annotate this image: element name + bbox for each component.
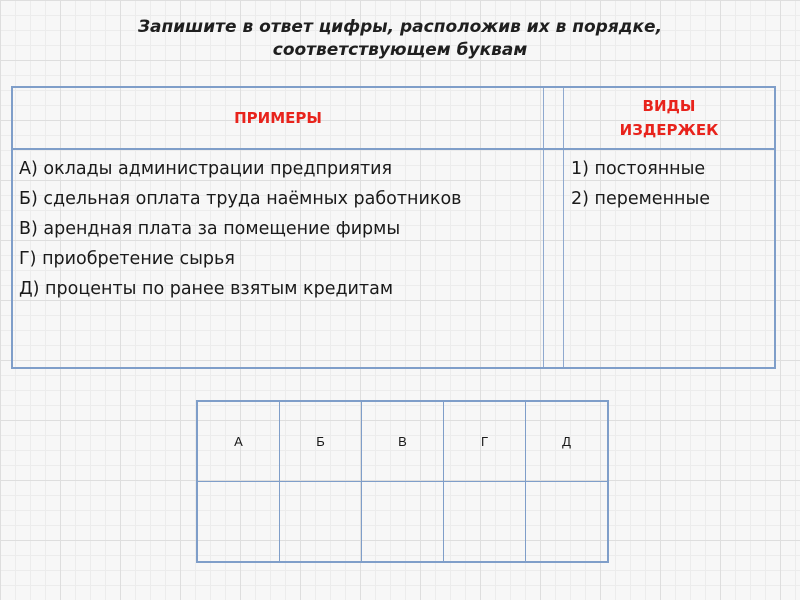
title-line-2: соответствующем буквам <box>272 40 528 60</box>
answer-letter-c: В <box>362 401 444 482</box>
cost-type-item-1: 1) постоянные <box>571 159 706 179</box>
header-cost-types-line-2: ИЗДЕРЖЕК <box>619 121 719 139</box>
answer-cell-d[interactable] <box>444 482 526 563</box>
cost-types-list <box>571 154 771 214</box>
answer-cell-a[interactable] <box>197 482 280 563</box>
cost-type-item-2: 2) переменные <box>571 189 711 209</box>
answer-letter-e: Д <box>526 401 609 482</box>
answer-table <box>196 400 609 563</box>
header-cost-types-line-1: ВИДЫ <box>642 97 696 115</box>
answer-table-header-row <box>197 401 608 482</box>
answer-letter-a: А <box>197 401 280 482</box>
answer-cell-b[interactable] <box>280 482 362 563</box>
example-item-b: Б) сдельная оплата труда наёмных работников <box>19 189 462 209</box>
examples-list <box>19 154 539 304</box>
answer-cell-e[interactable] <box>526 482 609 563</box>
title-line-1: Запишите в ответ цифры, расположив их в порядке, <box>137 17 663 37</box>
example-item-a: А) оклады администрации предприятия <box>19 159 393 179</box>
row-divider <box>13 148 774 150</box>
examples-table <box>11 86 776 369</box>
header-cost-types <box>564 88 774 148</box>
example-item-e: Д) проценты по ранее взятым кредитам <box>19 279 394 299</box>
header-examples: ПРИМЕРЫ <box>234 109 322 127</box>
column-divider <box>543 88 544 367</box>
answer-letter-b: Б <box>280 401 362 482</box>
example-item-d: Г) приобретение сырья <box>19 249 235 269</box>
answer-table-input-row <box>197 482 608 563</box>
page-title <box>0 16 800 62</box>
example-item-c: В) арендная плата за помещение фирмы <box>19 219 401 239</box>
answer-cell-c[interactable] <box>362 482 444 563</box>
answer-letter-d: Г <box>444 401 526 482</box>
